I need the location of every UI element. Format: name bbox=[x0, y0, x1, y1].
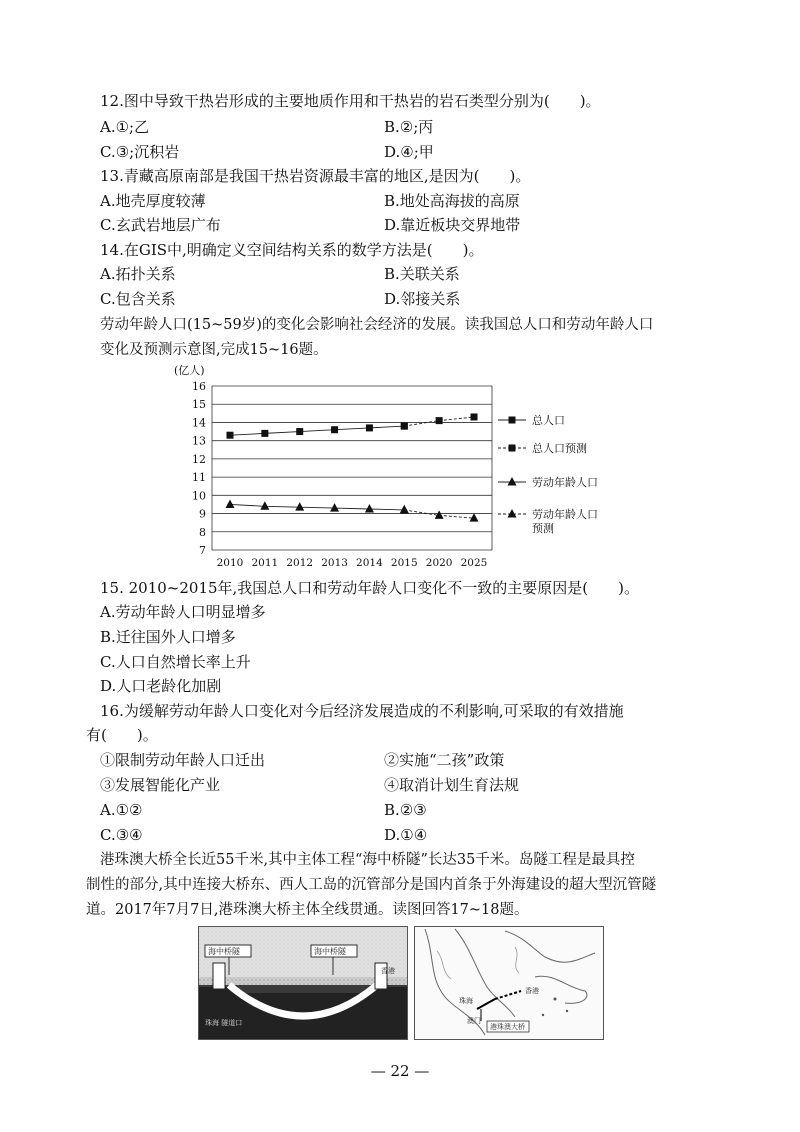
q14-option-d: D.邻接关系 bbox=[384, 290, 461, 308]
legend-marker-2 bbox=[508, 477, 517, 486]
data-point-3 bbox=[470, 513, 479, 522]
x-tick-label: 2012 bbox=[286, 557, 314, 569]
series-line-0 bbox=[230, 426, 404, 435]
q13-stem: 13.青藏高原南部是我国干热岩资源最丰富的地区,是因为( )。 bbox=[100, 167, 531, 185]
legend-marker-1 bbox=[509, 445, 516, 452]
intro15-line2: 变化及预测示意图,完成15~16题。 bbox=[100, 342, 328, 358]
fig-left-label-right: 海中桥隧 bbox=[314, 947, 346, 956]
x-tick-label: 2025 bbox=[460, 557, 488, 569]
q16-stem-line1: 16.为缓解劳动年龄人口变化对今后经济发展造成的不利影响,可采取的有效措施 bbox=[100, 702, 624, 720]
q16-item-1: ①限制劳动年龄人口迁出 bbox=[100, 751, 266, 769]
q16-item-4: ④取消计划生育法规 bbox=[384, 776, 520, 794]
q15-option-c: C.人口自然增长率上升 bbox=[100, 653, 251, 671]
q15-option-b: B.迁往国外人口增多 bbox=[100, 628, 236, 646]
q13-option-a: A.地壳厚度较薄 bbox=[100, 192, 206, 210]
data-point-2 bbox=[365, 504, 374, 513]
map-label-zhuhai: 珠海 bbox=[459, 997, 473, 1005]
q16-stem-line2: 有( )。 bbox=[86, 726, 158, 744]
q14-option-a: A.拓扑关系 bbox=[100, 265, 176, 283]
q14-option-b: B.关联关系 bbox=[384, 265, 460, 283]
x-tick-label: 2014 bbox=[356, 557, 383, 569]
y-tick-label: 8 bbox=[199, 525, 206, 539]
y-tick-label: 13 bbox=[192, 434, 206, 448]
data-point-0 bbox=[331, 426, 338, 433]
q14-option-c: C.包含关系 bbox=[100, 290, 176, 308]
data-point-0 bbox=[296, 428, 303, 435]
y-tick-label: 10 bbox=[192, 489, 206, 503]
map-label-macau: 澳门 bbox=[467, 1017, 481, 1025]
intro17-line1: 港珠澳大桥全长近55千米,其中主体工程“海中桥隧”长达35千米。岛隧工程是最具控 bbox=[100, 852, 635, 868]
tunnel-cross-section-drawing bbox=[199, 927, 407, 1039]
fig-left-label-left: 海中桥隧 bbox=[208, 947, 240, 956]
fig-left-label-side: 香港 bbox=[381, 967, 395, 975]
data-point-3 bbox=[400, 505, 409, 514]
data-point-2 bbox=[226, 499, 235, 508]
bridge-map-drawing bbox=[415, 927, 603, 1039]
q15-stem: 15. 2010~2015年,我国总人口和劳动年龄人口变化不一致的主要原因是( )。 bbox=[100, 579, 640, 597]
data-point-0 bbox=[227, 432, 234, 439]
x-tick-label: 2015 bbox=[390, 557, 418, 569]
bridge-location-map bbox=[414, 926, 604, 1040]
q13-option-b: B.地处高海拔的高原 bbox=[384, 192, 520, 210]
q13-option-d: D.靠近板块交界地带 bbox=[384, 216, 521, 234]
y-tick-label: 11 bbox=[192, 471, 206, 485]
q16-option-c: C.③④ bbox=[100, 826, 143, 844]
q15-option-d: D.人口老龄化加剧 bbox=[100, 677, 222, 695]
y-tick-label: 16 bbox=[192, 380, 206, 393]
q16-item-2: ②实施“二孩”政策 bbox=[384, 751, 505, 769]
legend-label-2: 劳动年龄人口 bbox=[532, 476, 598, 489]
data-point-0 bbox=[261, 430, 268, 437]
series-line-2 bbox=[230, 504, 404, 509]
legend-marker-0 bbox=[509, 417, 516, 424]
tunnel-cross-section-figure bbox=[198, 926, 408, 1040]
intro17-line3: 道。2017年7月7日,港珠澳大桥主体全线贯通。读图回答17~18题。 bbox=[86, 902, 529, 918]
legend-label-1: 总人口预测 bbox=[532, 442, 587, 455]
x-tick-label: 2011 bbox=[251, 557, 279, 569]
page-number: — 22 — bbox=[370, 1062, 430, 1080]
q12-stem: 12.图中导致干热岩形成的主要地质作用和干热岩的岩石类型分别为( )。 bbox=[100, 92, 601, 110]
data-point-1 bbox=[401, 423, 408, 430]
y-tick-label: 9 bbox=[199, 507, 206, 521]
q16-item-3: ③发展智能化产业 bbox=[100, 776, 221, 794]
data-point-1 bbox=[436, 417, 443, 424]
fig-left-label-bottom: 珠海 隧道口 bbox=[205, 1019, 243, 1027]
legend-label-3: 劳动年龄人口 bbox=[532, 508, 598, 521]
data-point-1 bbox=[471, 413, 478, 420]
legend-marker-3 bbox=[508, 509, 517, 518]
q12-option-d: D.④;甲 bbox=[384, 143, 434, 161]
y-tick-label: 7 bbox=[199, 544, 206, 557]
q16-option-b: B.②③ bbox=[384, 801, 427, 819]
data-point-2 bbox=[260, 501, 269, 510]
y-tick-label: 14 bbox=[192, 416, 206, 430]
q12-option-c: C.③;沉积岩 bbox=[100, 143, 180, 161]
y-tick-label: 12 bbox=[192, 452, 206, 466]
y-axis-label: (亿人) bbox=[174, 364, 205, 377]
q12-option-b: B.②;丙 bbox=[384, 118, 434, 136]
map-label-bridge: 港珠澳大桥 bbox=[490, 1023, 525, 1031]
q16-option-d: D.①④ bbox=[384, 826, 428, 844]
data-point-2 bbox=[330, 503, 339, 512]
x-tick-label: 2013 bbox=[321, 557, 348, 569]
population-chart bbox=[170, 362, 598, 572]
intro15-line1: 劳动年龄人口(15~59岁)的变化会影响社会经济的发展。读我国总人口和劳动年龄人口 bbox=[100, 317, 654, 333]
data-point-2 bbox=[295, 502, 304, 511]
q15-option-a: A.劳动年龄人口明显增多 bbox=[100, 603, 266, 621]
data-point-0 bbox=[366, 424, 373, 431]
q14-stem: 14.在GIS中,明确定义空间结构关系的数学方法是( )。 bbox=[100, 241, 484, 259]
q13-option-c: C.玄武岩地层广布 bbox=[100, 216, 221, 234]
map-label-hongkong: 香港 bbox=[525, 987, 539, 995]
y-tick-label: 15 bbox=[192, 398, 206, 412]
legend-label-0: 总人口 bbox=[532, 414, 565, 427]
x-tick-label: 2020 bbox=[425, 557, 453, 569]
intro17-line2: 制性的部分,其中连接大桥东、西人工岛的沉管部分是国内首条于外海建设的超大型沉管隧 bbox=[86, 877, 657, 893]
x-tick-label: 2010 bbox=[216, 557, 244, 569]
q16-option-a: A.①② bbox=[100, 801, 143, 819]
q12-option-a: A.①;乙 bbox=[100, 118, 150, 136]
legend-label-3-line2: 预测 bbox=[532, 522, 554, 535]
